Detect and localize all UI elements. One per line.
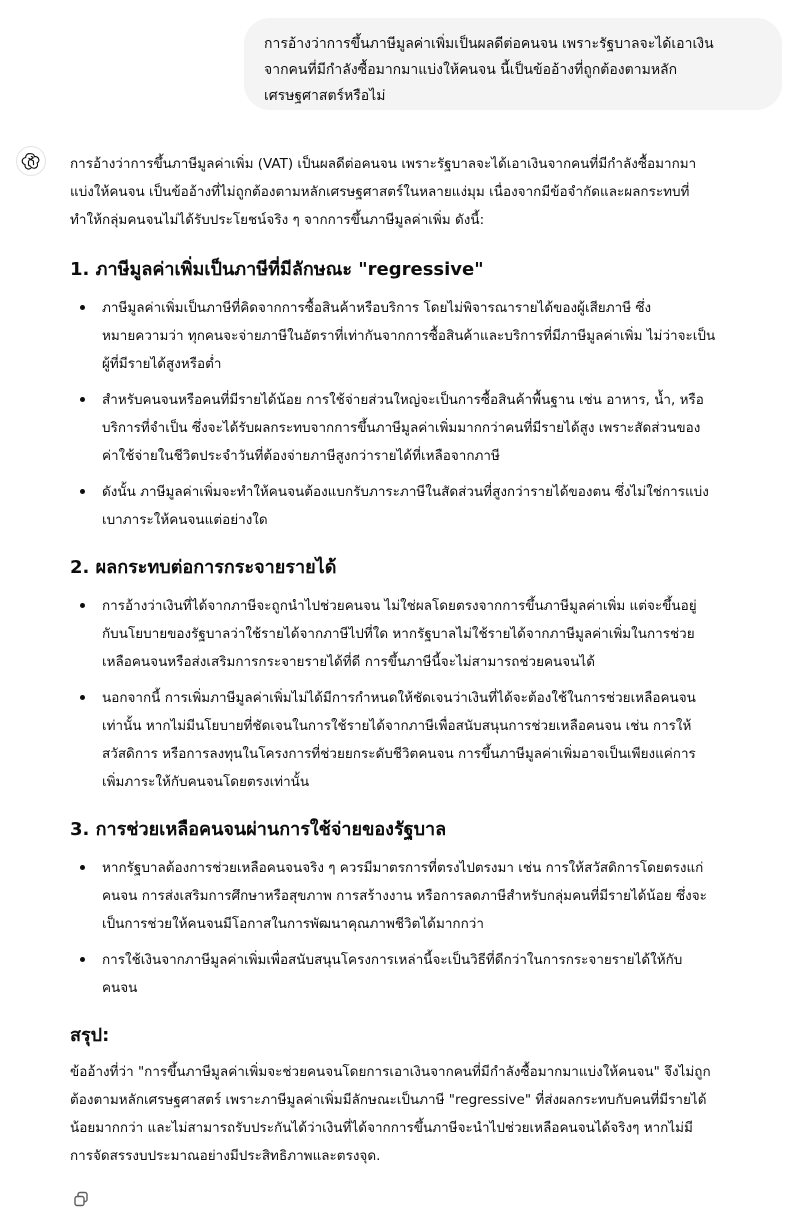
list-item-line: เบาภาระให้คนจนแต่อย่างใด	[102, 512, 268, 528]
list-item-line: ดังนั้น ภาษีมูลค่าเพิ่มจะทำให้คนจนต้องแบกรับภาระภาษีในสัดส่วนที่สูงกว่ารายได้ของตน ซึ่งไม่ใช่การแบ่ง	[102, 484, 709, 500]
list-item-line: การอ้างว่าเงินที่ได้จากภาษีจะถูกนำไปช่วยคนจน ไม่ใช่ผลโดยตรงจากการขึ้นภาษีมูลค่าเพิ่ม แต่จะขึ้นอยู่	[102, 598, 697, 614]
intro-paragraph	[70, 150, 784, 234]
section-list-2	[70, 592, 784, 796]
list-item-line: สวัสดิการ หรือการลงทุนในโครงการที่ช่วยยกระดับชีวิตคนจน การขึ้นภาษีมูลค่าเพิ่มอาจเป็นเพียงแค่การ	[102, 746, 696, 762]
section-heading-3: 3. การช่วยเหลือคนจนผ่านการใช้จ่ายของรัฐบาล	[70, 819, 447, 840]
list-item-line: เพิ่มภาระให้กับคนจนโดยตรงเท่านั้น	[102, 774, 310, 790]
list-item-line: เป็นการช่วยให้คนจนมีโอกาสในการพัฒนาคุณภาพชีวิตได้มากกว่า	[102, 916, 484, 932]
section-heading-2: 2. ผลกระทบต่อการกระจายรายได้	[70, 557, 337, 578]
list-item-line: นอกจากนี้ การเพิ่มภาษีมูลค่าเพิ่มไม่ได้มีการกำหนดให้ชัดเจนว่าเงินที่ได้จะต้องใช้ในการช่วยเหลือคนจน	[102, 690, 696, 706]
user-message-bubble	[244, 18, 782, 110]
section-heading-1: 1. ภาษีมูลค่าเพิ่มเป็นภาษีที่มีลักษณะ "regressive"	[70, 259, 484, 280]
copy-icon[interactable]	[72, 1190, 90, 1208]
section-list-3	[70, 854, 784, 1002]
list-item-line: ค่าใช้จ่ายในชีวิตประจำวันที่ต้องจ่ายภาษีสูงกว่ารายได้ที่เหลือจากภาษี	[102, 448, 500, 464]
user-message-line: จากคนที่มีกำลังซื้อมากมาแบ่งให้คนจน นี้เป็นข้ออ้างที่ถูกต้องตามหลัก	[264, 62, 678, 78]
summary-line: ข้ออ้างที่ว่า "การขึ้นภาษีมูลค่าเพิ่มจะช่วยคนจนโดยการเอาเงินจากคนที่มีกำลังซื้อมากมาแบ่งให้คนจน" จึงไม่ถูก	[70, 1064, 711, 1080]
user-message-line: เศรษฐศาสตร์หรือไม่	[264, 88, 386, 104]
list-item-line: เหลือคนจนหรือส่งเสริมการกระจายรายได้ที่ดี การขึ้นภาษีนี้จะไม่สามารถช่วยคนจนได้	[102, 654, 595, 670]
section-list-1	[70, 294, 784, 534]
list-item	[70, 684, 784, 796]
list-item-line: สำหรับคนจนหรือคนที่มีรายได้น้อย การใช้จ่ายส่วนใหญ่จะเป็นการซื้อสินค้าพื้นฐาน เช่น อาหาร, น้ำ, หรือ	[102, 392, 704, 408]
intro-line: ทำให้กลุ่มคนจนไม่ได้รับประโยชน์จริง ๆ จากการขึ้นภาษีมูลค่าเพิ่ม ดังนี้:	[70, 212, 485, 228]
list-item-line: กับนโยบายของรัฐบาลว่าใช้รายได้จากภาษีไปที่ใด หากรัฐบาลไม่ใช้รายได้จากภาษีมูลค่าเพิ่มในการช่วย	[102, 626, 695, 642]
summary-paragraph	[70, 1058, 784, 1170]
list-item-line: การใช้เงินจากภาษีมูลค่าเพิ่มเพื่อสนับสนุนโครงการเหล่านี้จะเป็นวิธีที่ดีกว่าในการกระจายรายได้ให้กับ	[102, 952, 683, 968]
user-message-line: การอ้างว่าการขึ้นภาษีมูลค่าเพิ่มเป็นผลดีต่อคนจน เพราะรัฐบาลจะได้เอาเงิน	[264, 36, 714, 52]
list-item	[70, 294, 784, 378]
intro-line: แบ่งให้คนจน เป็นข้ออ้างที่ไม่ถูกต้องตามหลักเศรษฐศาสตร์ในหลายแง่มุม เนื่องจากมีข้อจำกัดและผลกระทบที่	[70, 184, 690, 200]
list-item-line: คนจน การส่งเสริมการศึกษาหรือสุขภาพ การสร้างงาน หรือการลดภาษีสำหรับกลุ่มคนที่มีรายได้น้อย ซึ่งจะ	[102, 888, 707, 904]
list-item-line: ภาษีมูลค่าเพิ่มเป็นภาษีที่คิดจากการซื้อสินค้าหรือบริการ โดยไม่พิจารณารายได้ของผู้เสียภาษี ซึ่ง	[102, 300, 652, 316]
intro-line: การอ้างว่าการขึ้นภาษีมูลค่าเพิ่ม (VAT) เป็นผลดีต่อคนจน เพราะรัฐบาลจะได้เอาเงินจากคนที่มีกำลังซื้อมากมา	[70, 156, 697, 172]
list-item-line: บริการที่จำเป็น ซึ่งจะได้รับผลกระทบจากการขึ้นภาษีมูลค่าเพิ่มมากกว่าคนที่มีรายได้สูง เพราะสัดส่วนของ	[102, 420, 701, 436]
list-item	[70, 386, 784, 470]
list-item	[70, 946, 784, 1002]
list-item-line: คนจน	[102, 980, 138, 996]
list-item	[70, 592, 784, 676]
openai-logo-icon	[16, 146, 46, 176]
list-item-line: ผู้ที่มีรายได้สูงหรือต่ำ	[102, 356, 222, 372]
summary-heading: สรุป:	[70, 1025, 110, 1046]
list-item	[70, 478, 784, 534]
assistant-message	[70, 150, 784, 1170]
list-item-line: หมายความว่า ทุกคนจะจ่ายภาษีในอัตราที่เท่ากันจากการซื้อสินค้าและบริการที่มีภาษีมูลค่าเพิ่ม ไม่ว่าจะเป็น	[102, 328, 716, 344]
list-item-line: เท่านั้น หากไม่มีนโยบายที่ชัดเจนในการใช้รายได้จากภาษีเพื่อสนับสนุนการช่วยเหลือคนจน เช่น การให้	[102, 718, 692, 734]
summary-line: น้อยมากกว่า และไม่สามารถรับประกันได้ว่าเงินที่ได้จากการขึ้นภาษีจะนำไปช่วยเหลือคนจนได้จริงๆ หากไม่มี	[70, 1120, 693, 1136]
list-item-line: หากรัฐบาลต้องการช่วยเหลือคนจนจริง ๆ ควรมีมาตรการที่ตรงไปตรงมา เช่น การให้สวัสดิการโดยตรงแก่	[102, 860, 704, 876]
summary-line: การจัดสรรงบประมาณอย่างมีประสิทธิภาพและตรงจุด.	[70, 1148, 381, 1164]
summary-line: ต้องตามหลักเศรษฐศาสตร์ เพราะภาษีมูลค่าเพิ่มมีลักษณะเป็นภาษี "regressive" ที่ส่งผลกระทบกับคนที่มีรายได้	[70, 1092, 707, 1108]
list-item	[70, 854, 784, 938]
